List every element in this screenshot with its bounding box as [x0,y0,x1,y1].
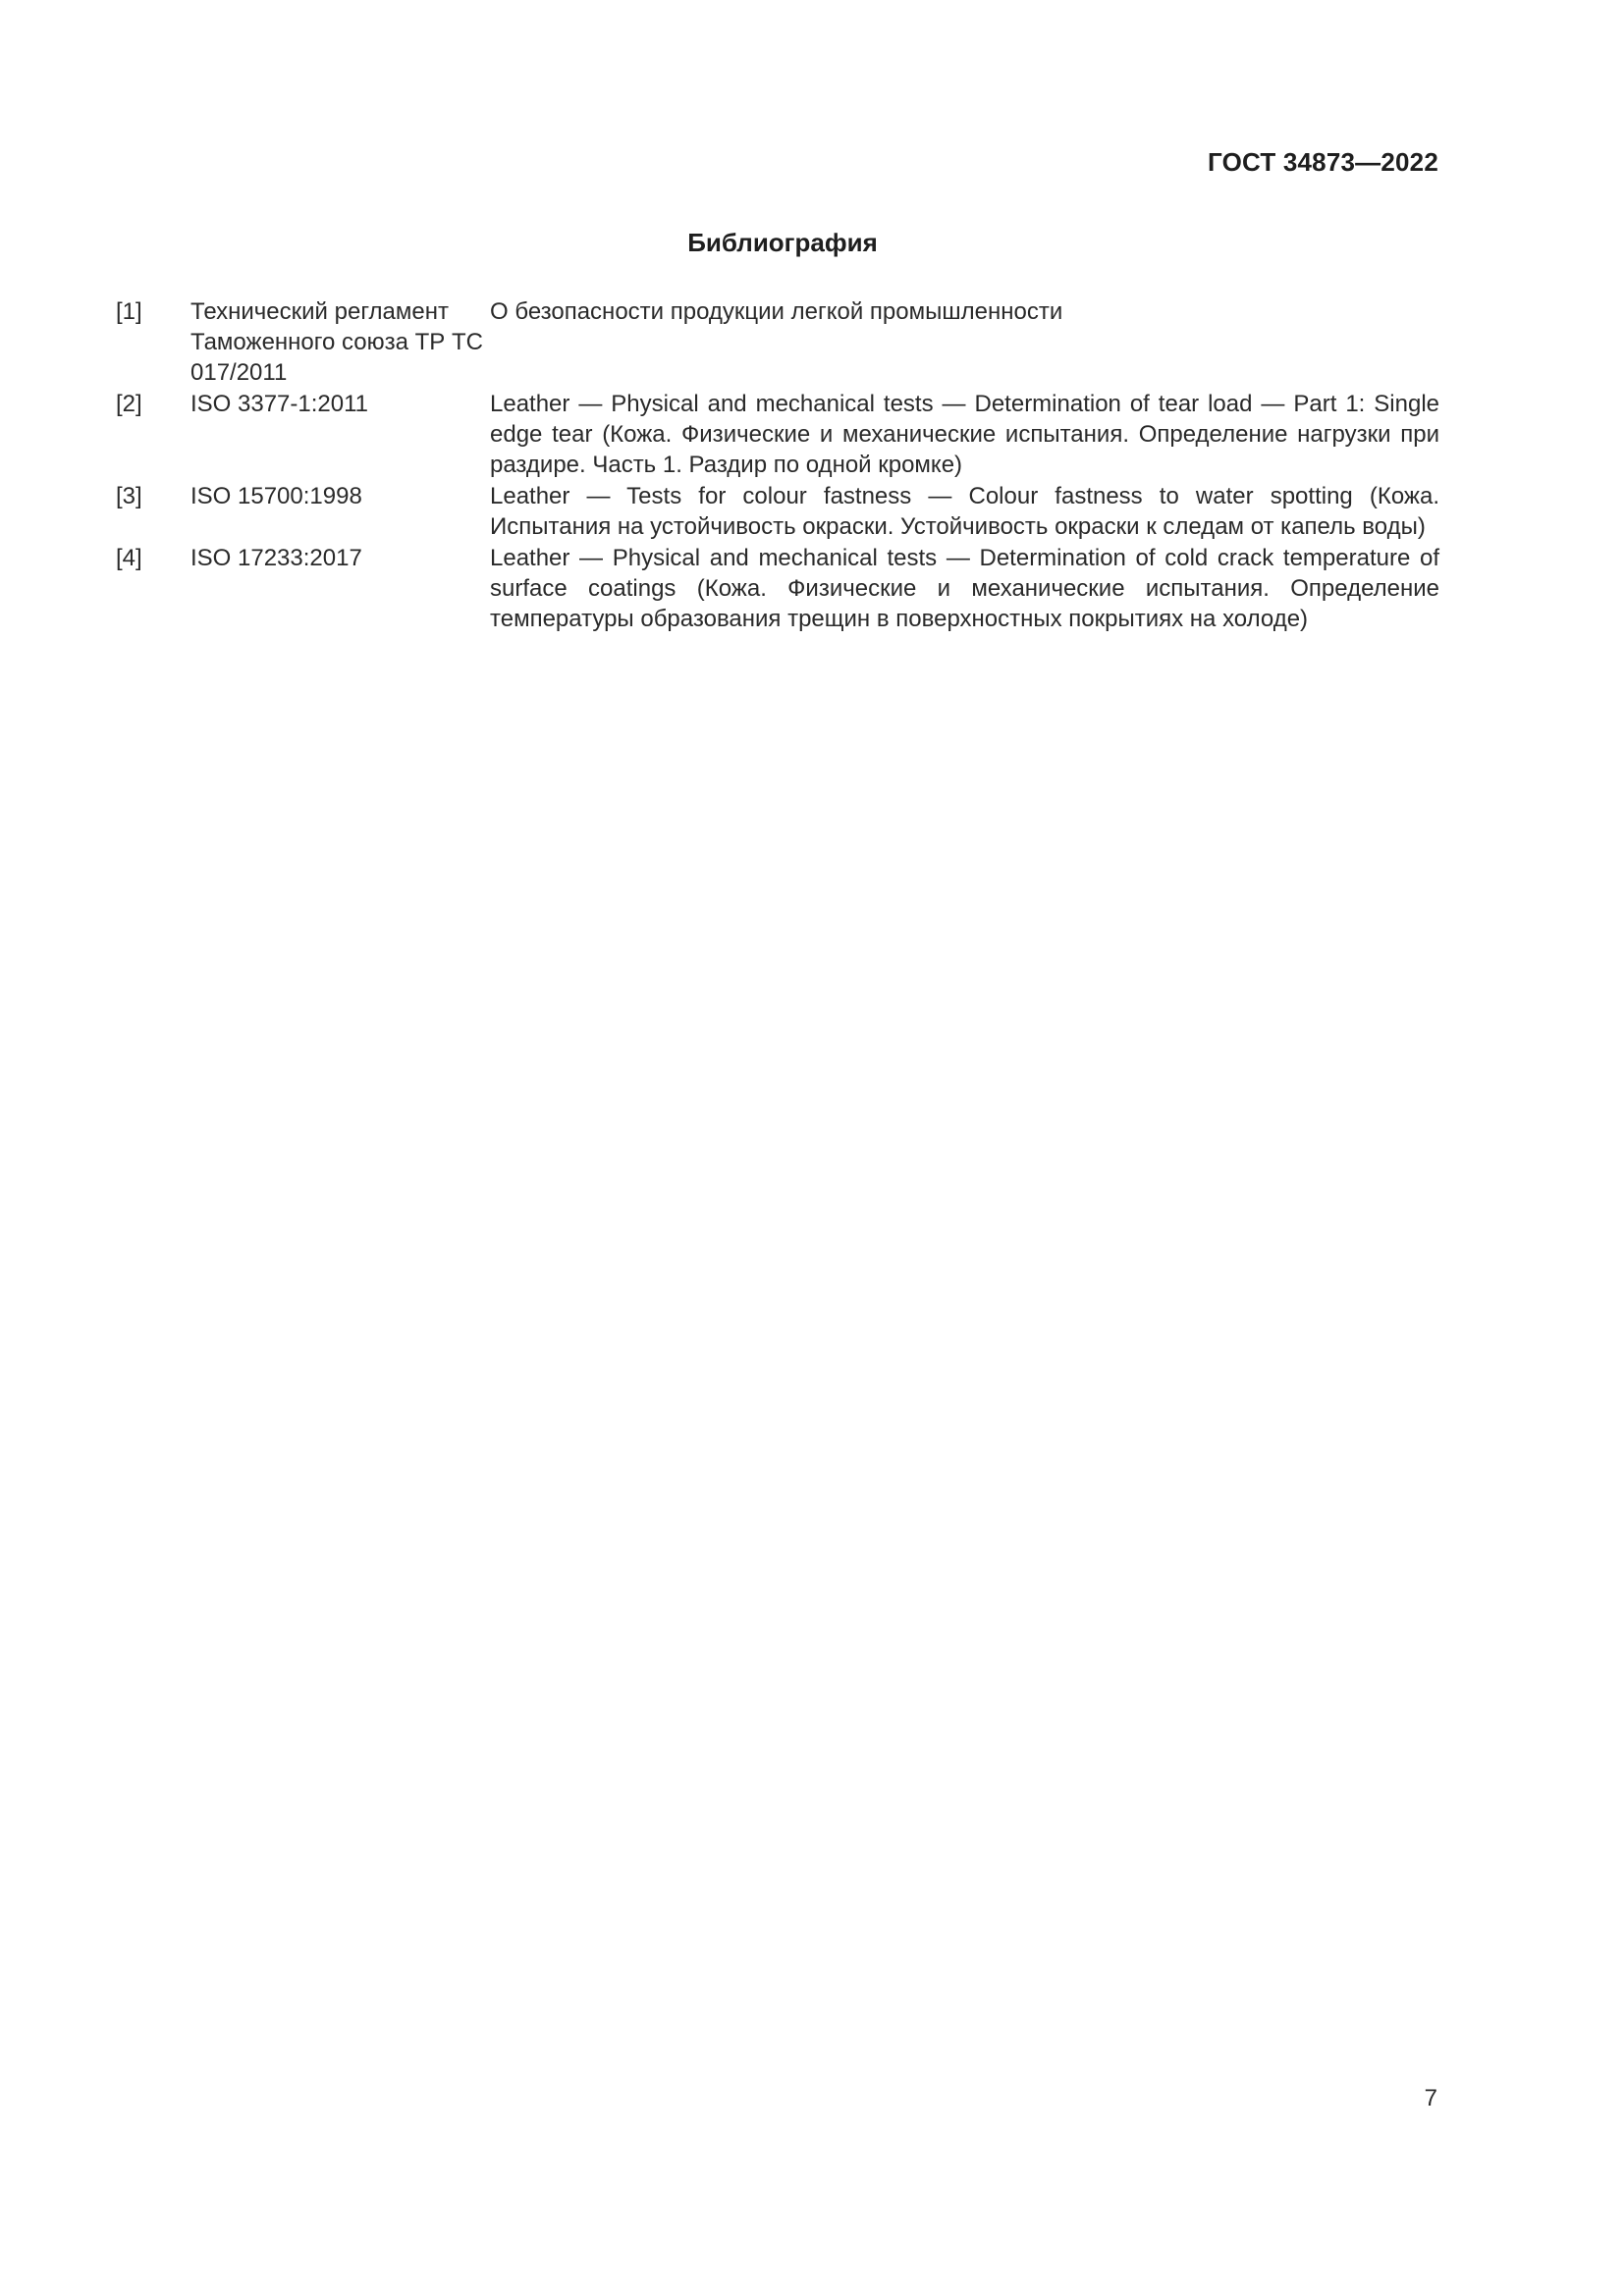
page-number: 7 [1424,2085,1437,2111]
entry-title: Leather — Physical and mechanical tests — Determination of tear load — Part 1: Single edge tear (Кожа. Физические и механические испытания. Определение нагрузки при раздире. Часть 1. Раздир по одной кромке) [490,391,1439,478]
entry-title: Leather — Tests for colour fastness — Colour fastness to water spotting (Кожа. Испытания на устойчивость окраски. Устойчивость окраски к следам от капель воды) [490,483,1439,540]
entry-source: ISO 3377-1:2011 [190,391,369,417]
bibliography-entry [116,389,1439,480]
bibliography-entry [116,296,1439,388]
entry-source: Технический регламент Таможенного союза ТР ТС 017/2011 [190,298,483,386]
entry-number: [2] [116,391,142,417]
entry-number: [4] [116,545,142,571]
entry-title: О безопасности продукции легкой промышленности [490,298,1063,325]
document-code: ГОСТ 34873—2022 [1208,147,1438,177]
entry-source: ISO 17233:2017 [190,545,362,571]
bibliography-entry [116,481,1439,542]
entry-source: ISO 15700:1998 [190,483,362,509]
entry-number: [1] [116,298,142,325]
entry-number: [3] [116,483,142,509]
entry-title: Leather — Physical and mechanical tests — Determination of cold crack temperature of surface coatings (Кожа. Физические и механические испытания. Определение температуры образования трещин в поверхностных покрытиях на холоде) [490,545,1439,632]
bibliography-list [116,296,1439,635]
section-title: Библиография [687,228,878,257]
bibliography-entry [116,543,1439,634]
